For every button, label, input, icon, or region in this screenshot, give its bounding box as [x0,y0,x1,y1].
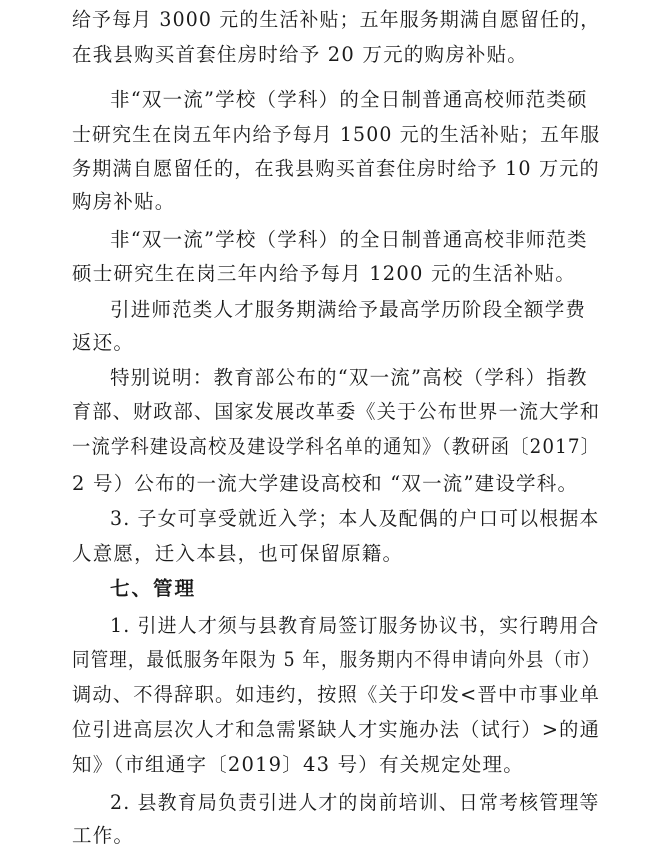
text-line: 工作。 [72,824,135,847]
section-heading: 七、管理 [110,577,197,600]
text-line: 人意愿，迁入本县，也可保留原籍。 [72,542,404,565]
text-line: 给予每月 3000 元的生活补贴；五年服务期满自愿留任的， [72,8,601,31]
text-line: 知》（市组通字〔2019〕43 号）有关规定处理。 [72,753,524,776]
text-line: 购房补贴。 [72,190,176,213]
text-line: 3. 子女可享受就近入学；本人及配偶的户口可以根据本 [110,507,600,530]
text-line: 在我县购买首套住房时给予 20 万元的购房补贴。 [72,43,529,66]
text-line: 一流学科建设高校及建设学科名单的通知》（教研函〔2017〕 [72,435,601,458]
text-line: 2 号）公布的一流大学建设高校和 “双一流”建设学科。 [72,472,579,495]
text-line: 引进师范类人才服务期满给予最高学历阶段全额学费 [110,298,587,321]
text-line: 位引进高层次人才和急需紧缺人才实施办法（试行）>的通 [72,718,601,741]
text-line: 务期满自愿留任的，在我县购买首套住房时给予 10 万元的 [72,157,600,180]
text-line: 返还。 [72,331,135,354]
text-line: 士研究生在岗五年内给予每月 1500 元的生活补贴；五年服 [72,123,601,146]
text-line: 特别说明：教育部公布的“双一流”高校（学科）指教 [110,366,588,389]
text-line: 非“双一流”学校（学科）的全日制普通高校师范类硕 [110,88,588,111]
text-line: 同管理，最低服务年限为 5 年，服务期内不得申请向外县（市） [72,648,601,671]
text-line: 1. 引进人才须与县教育局签订服务协议书，实行聘用合 [110,614,600,637]
text-line: 非“双一流”学校（学科）的全日制普通高校非师范类 [110,228,588,251]
text-line: 育部、财政部、国家发展改革委《关于公布世界一流大学和 [72,400,601,423]
text-line: 硕士研究生在岗三年内给予每月 1200 元的生活补贴。 [72,262,576,285]
text-line: 调动、不得辞职。如违约，按照《关于印发<晋中市事业单 [72,683,601,706]
text-line: 2. 县教育局负责引进人才的岗前培训、日常考核管理等 [110,791,600,814]
